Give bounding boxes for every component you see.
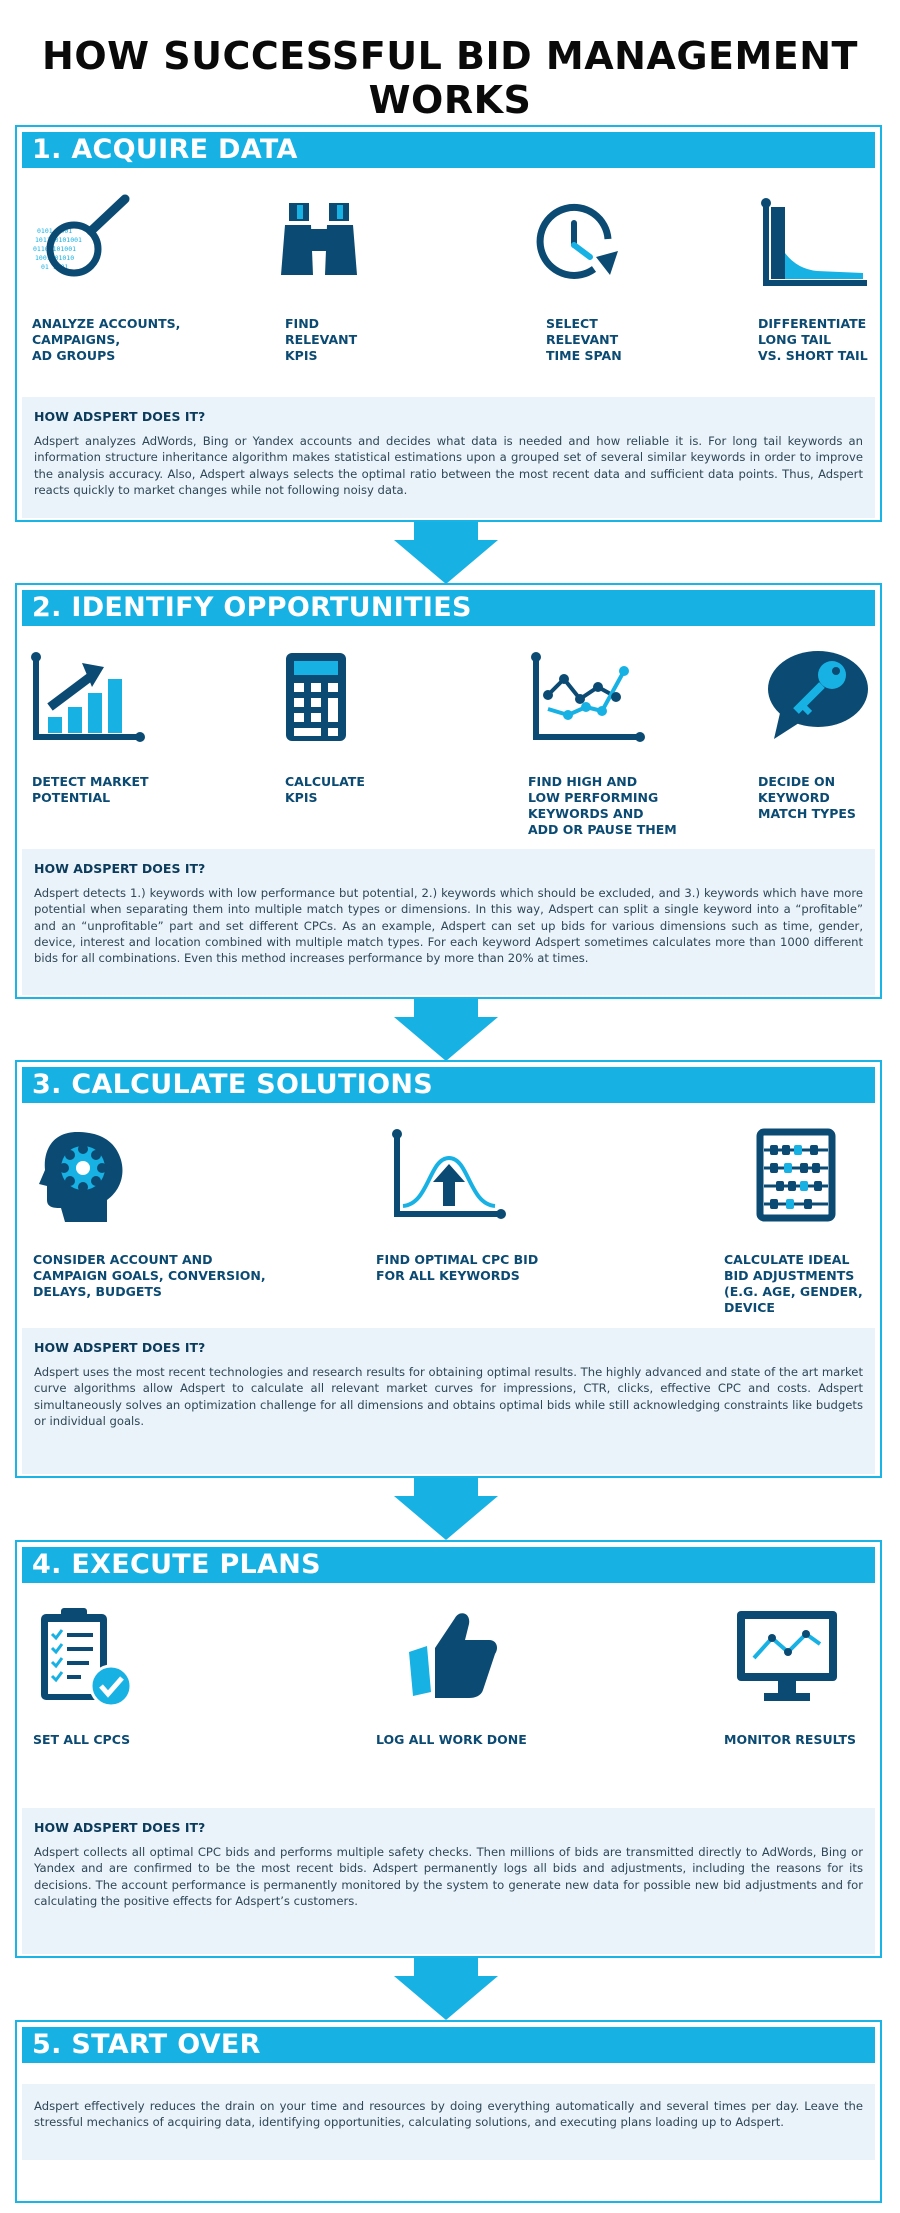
svg-text:1001 01010: 1001 01010: [35, 254, 75, 262]
section-start-over: [15, 2020, 882, 2203]
down-arrow-icon: [394, 1478, 498, 1540]
how-text: Adspert analyzes AdWords, Bing or Yandex accounts and decides what data is needed and how reliable it is. For long tail keywords an information structure inheritance algorithm makes statistical estimations upon a grouped set of several similar keywords in order to improve the analysis accuracy. Also, Adspert always selects the optimal ratio between the most recent data and sufficient data points. Thus, Adspert reacts quickly to market changes while not following noisy data.: [34, 434, 863, 497]
section-heading: 5. START OVER: [22, 2027, 875, 2063]
item-label-match-types: DECIDE ON KEYWORD MATCH TYPES: [758, 774, 856, 821]
page-title: HOW SUCCESSFUL BID MANAGEMENT WORKS: [42, 34, 858, 122]
section-heading: 2. IDENTIFY OPPORTUNITIES: [22, 590, 875, 626]
section-calculate-solutions: [15, 1060, 882, 1478]
how-title: HOW ADSPERT DOES IT?: [34, 409, 206, 424]
down-arrow-icon: [394, 1958, 498, 2020]
growth-chart-icon: [28, 651, 146, 747]
how-text: Adspert uses the most recent technologies and research results for obtaining optimal results. The highly advanced and state of the art market curve algorithms allow Adspert to calculate all relevant market curves for impressions, CTR, clicks, effective CPC and costs. Adspert simultaneously solves an optimization challenge for all dimensions and obtains optimal bids while still acknowledging constraints like budgets or individual goals.: [34, 1365, 863, 1428]
item-label-long-tail: DIFFERENTIATE LONG TAIL VS. SHORT TAIL: [758, 316, 868, 363]
how-box: [22, 1328, 875, 1474]
item-label-keywords-performance: FIND HIGH AND LOW PERFORMING KEYWORDS AND ADD OR PAUSE THEM: [528, 774, 677, 837]
item-label-log-work: LOG ALL WORK DONE: [376, 1732, 527, 1747]
down-arrow-icon: [394, 522, 498, 584]
item-label-market-potential: DETECT MARKET POTENTIAL: [32, 774, 149, 805]
section-execute-plans: [15, 1540, 882, 1958]
monitor-chart-icon: [734, 1608, 840, 1704]
magnifier-data-icon: [29, 191, 139, 287]
item-label-calculate-kpis: CALCULATE KPIS: [285, 774, 365, 805]
svg-text:101100101001: 101100101001: [35, 236, 82, 244]
thumbs-up-icon: [405, 1608, 501, 1700]
item-label-analyze-accounts: ANALYZE ACCOUNTS, CAMPAIGNS, AD GROUPS: [32, 316, 181, 363]
svg-text:01 1001: 01 1001: [41, 263, 69, 271]
section-identify-opportunities: [15, 583, 882, 999]
section-heading: 3. CALCULATE SOLUTIONS: [22, 1067, 875, 1103]
how-box: [22, 1808, 875, 1954]
how-title: HOW ADSPERT DOES IT?: [34, 1820, 206, 1835]
how-box: [22, 849, 875, 995]
how-title: HOW ADSPERT DOES IT?: [34, 1340, 206, 1355]
item-label-bid-adjustments: CALCULATE IDEAL BID ADJUSTMENTS (E.G. AGE, GENDER, DEVICE: [724, 1252, 863, 1315]
how-text: Adspert effectively reduces the drain on your time and resources by doing everything automatically and several times per day. Leave the stressful mechanics of acquiring data, identifying opportunities, calculating solutions, and executing plans loading up to Adspert.: [34, 2099, 863, 2130]
item-label-select-time-span: SELECT RELEVANT TIME SPAN: [546, 316, 622, 363]
how-box: [22, 2084, 875, 2160]
calculator-icon: [284, 651, 348, 743]
section-acquire-data: [15, 125, 882, 522]
long-tail-chart-icon: [757, 197, 867, 293]
svg-text:0101 1001: 0101 1001: [37, 227, 73, 235]
item-label-monitor-results: MONITOR RESULTS: [724, 1732, 857, 1747]
item-label-find-kpis: FIND RELEVANT KPIS: [285, 316, 358, 363]
section-heading: 1. ACQUIRE DATA: [22, 132, 875, 168]
item-label-set-cpcs: SET ALL CPCS: [33, 1732, 131, 1747]
key-bubble-icon: [766, 647, 870, 743]
how-box: [22, 397, 875, 518]
line-graph-icon: [528, 651, 646, 747]
how-text: Adspert collects all optimal CPC bids and performs multiple safety checks. Then millions of bids are transmitted directly to AdWords, Bing or Yandex and are confirmed to be the most recent bids. Adspert permanently logs all bids and adjustments, including the reasons for its decisions. The account performance is permanently monitored by the system to generate new data for possible new bid adjustments and for calculating the positive effects for Adspert’s customers.: [34, 1845, 863, 1908]
abacus-icon: [756, 1128, 836, 1224]
clock-icon: [530, 197, 626, 293]
how-title: HOW ADSPERT DOES IT?: [34, 861, 206, 876]
section-heading: 4. EXECUTE PLANS: [22, 1547, 875, 1583]
down-arrow-icon: [394, 999, 498, 1061]
svg-text:0110 101001: 0110 101001: [33, 245, 77, 253]
how-text: Adspert detects 1.) keywords with low performance but potential, 2.) keywords which should be excluded, and 3.) keywords which have more potential when separating them into multiple match types or dimensions. In this way, Adspert can split a single keyword into a “profitable” and an “unprofitable” part and set different CPCs. As an example, Adspert can set up bids for various dimensions such as time, gender, device, interest and location combined with multiple match types. For each keyword Adspert sometimes calculates more than 1000 different bids for all combinations. Even this method increases performance by more than 20% at times.: [34, 886, 863, 966]
binoculars-icon: [277, 201, 367, 283]
item-label-consider-goals: CONSIDER ACCOUNT AND CAMPAIGN GOALS, CONVERSION, DELAYS, BUDGETS: [33, 1252, 266, 1299]
bell-curve-arrow-icon: [389, 1128, 507, 1224]
head-gear-icon: [37, 1128, 129, 1224]
item-label-optimal-cpc: FIND OPTIMAL CPC BID FOR ALL KEYWORDS: [376, 1252, 539, 1283]
clipboard-check-icon: [37, 1606, 137, 1710]
